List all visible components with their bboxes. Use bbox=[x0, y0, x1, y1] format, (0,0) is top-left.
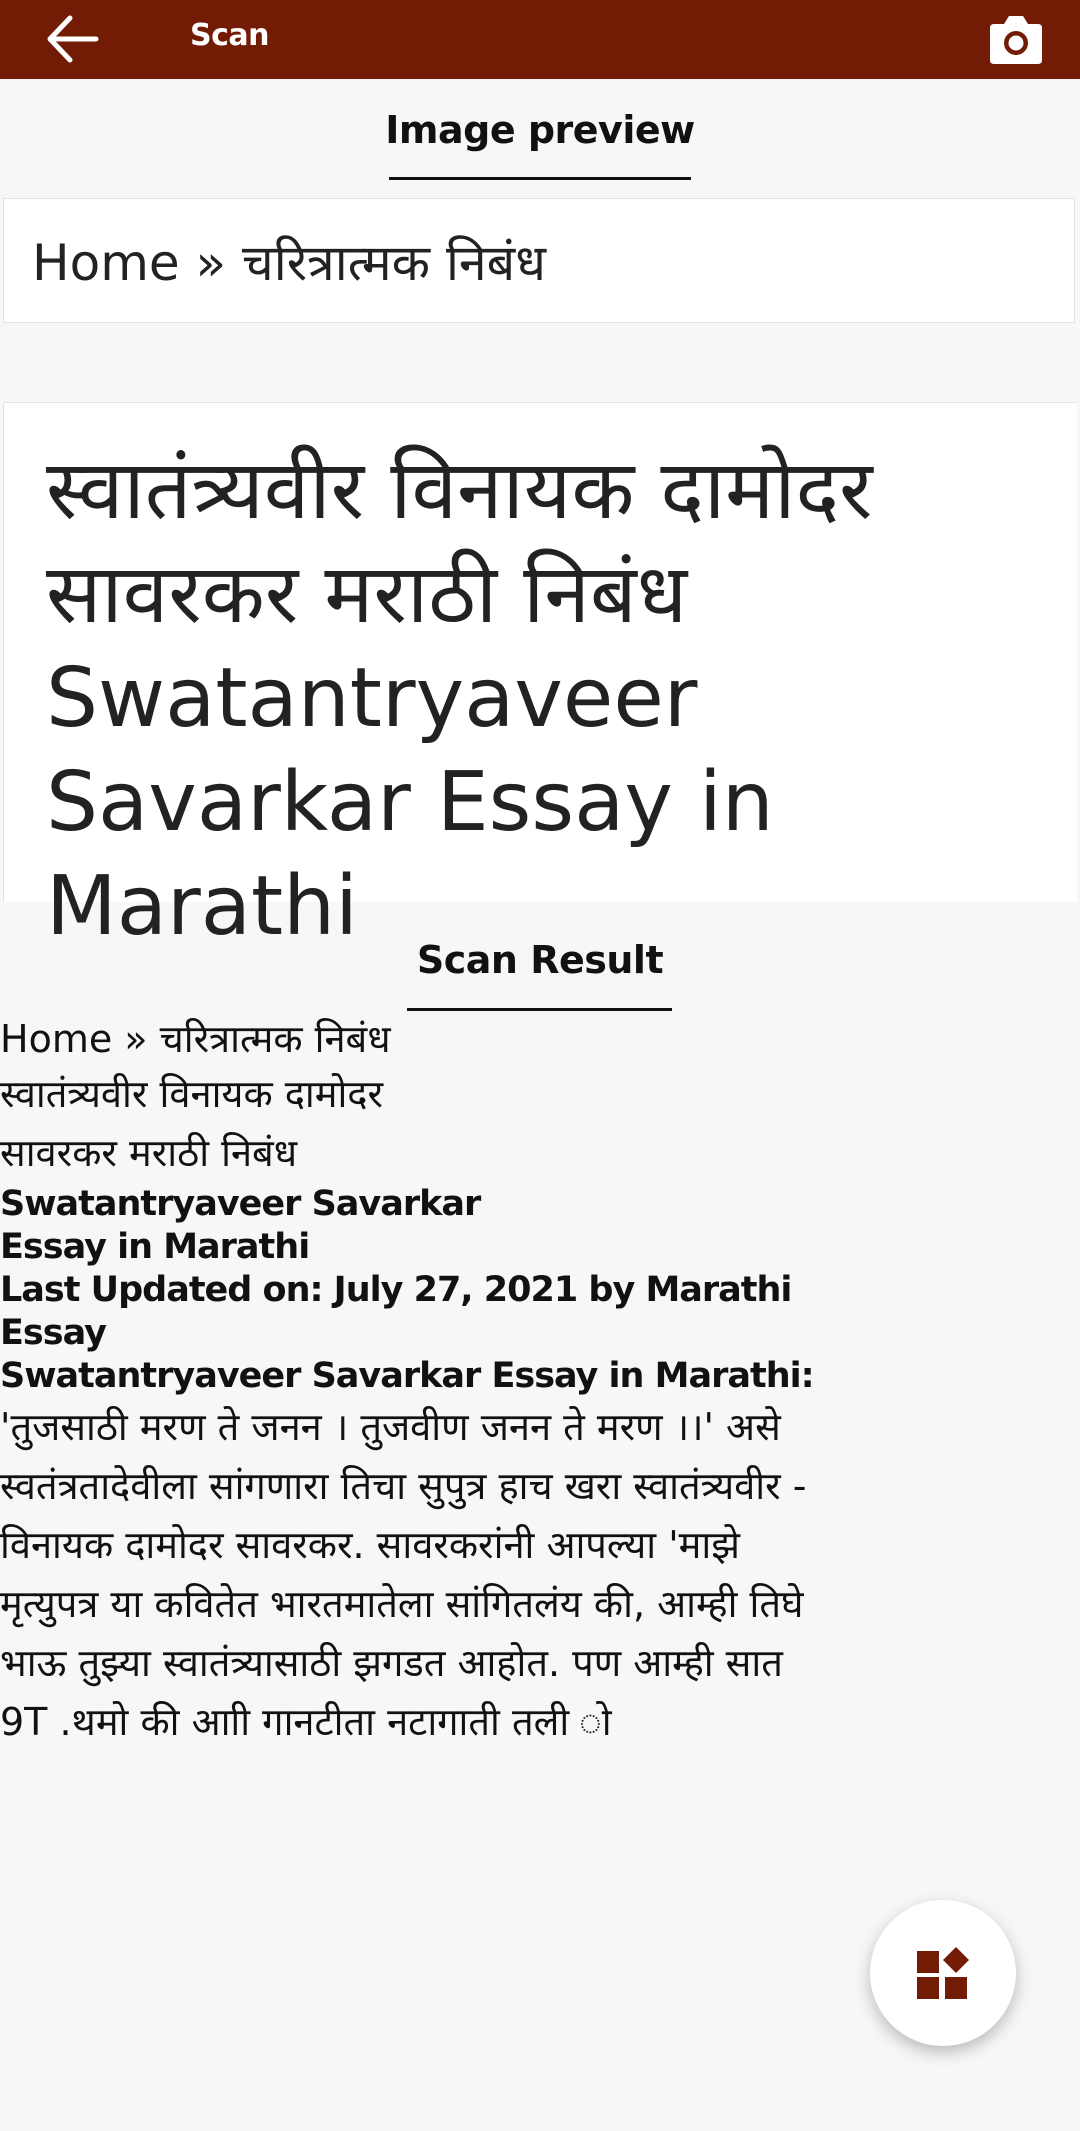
result-line: भाऊ तुझ्या स्वातंत्र्यासाठी झगडत आहोत. पण आम्ही सात bbox=[0, 1641, 783, 1685]
result-line: Last Updated on: July 27, 2021 by Marathi bbox=[0, 1270, 792, 1310]
result-line: विनायक दामोदर सावरकर. सावरकरांनी आपल्या 'माझे bbox=[0, 1523, 740, 1567]
result-line: 'तुजसाठी मरण ते जनन । तुजवीण जनन ते मरण ।।' असे bbox=[0, 1405, 781, 1449]
tab-image-preview[interactable]: Image preview bbox=[385, 108, 695, 152]
tab-scan-result[interactable]: Scan Result bbox=[416, 938, 664, 982]
camera-icon[interactable] bbox=[988, 12, 1044, 66]
preview-heading: स्वातंत्र्यवीर विनायक दामोदर सावरकर मराठी निबंध Swatantryaveer Savarkar Essay in Marathi bbox=[46, 443, 873, 954]
result-line: मृत्युपत्र या कवितेत भारतमातेला सांगितलंय की, आम्ही तिघे bbox=[0, 1582, 804, 1626]
preview-breadcrumb: Home » चरित्रात्मक निबंध bbox=[32, 234, 546, 292]
result-line: सावरकर मराठी निबंध bbox=[0, 1131, 298, 1175]
result-line: Swatantryaveer Savarkar Essay in Marathi: bbox=[0, 1356, 814, 1396]
app-title: Scan bbox=[190, 18, 269, 53]
image-preview-breadcrumb-box bbox=[3, 198, 1075, 323]
result-line: Essay in Marathi bbox=[0, 1227, 310, 1267]
scan-result-text bbox=[0, 1014, 1000, 1752]
tab-underline bbox=[389, 177, 691, 180]
result-line: Essay bbox=[0, 1313, 106, 1353]
image-preview-heading-box bbox=[3, 402, 1077, 954]
result-line: स्वतंत्रतादेवीला सांगणारा तिचा सुपुत्र हाच खरा स्वातंत्र्यवीर - bbox=[0, 1464, 807, 1508]
result-line: 9T .थमो की आाी गानटीता नटागाती तली ो bbox=[0, 1700, 612, 1744]
app-bar bbox=[0, 0, 1080, 79]
arrow-left-icon[interactable] bbox=[46, 14, 100, 64]
result-line: Swatantryaveer Savarkar bbox=[0, 1184, 481, 1224]
widgets-fab-button[interactable] bbox=[870, 1900, 1016, 2046]
widgets-icon bbox=[915, 1945, 971, 2001]
tab-underline bbox=[407, 1008, 672, 1011]
result-line: स्वातंत्र्यवीर विनायक दामोदर bbox=[0, 1072, 384, 1116]
result-line: Home » चरित्रात्मक निबंध bbox=[0, 1017, 391, 1061]
